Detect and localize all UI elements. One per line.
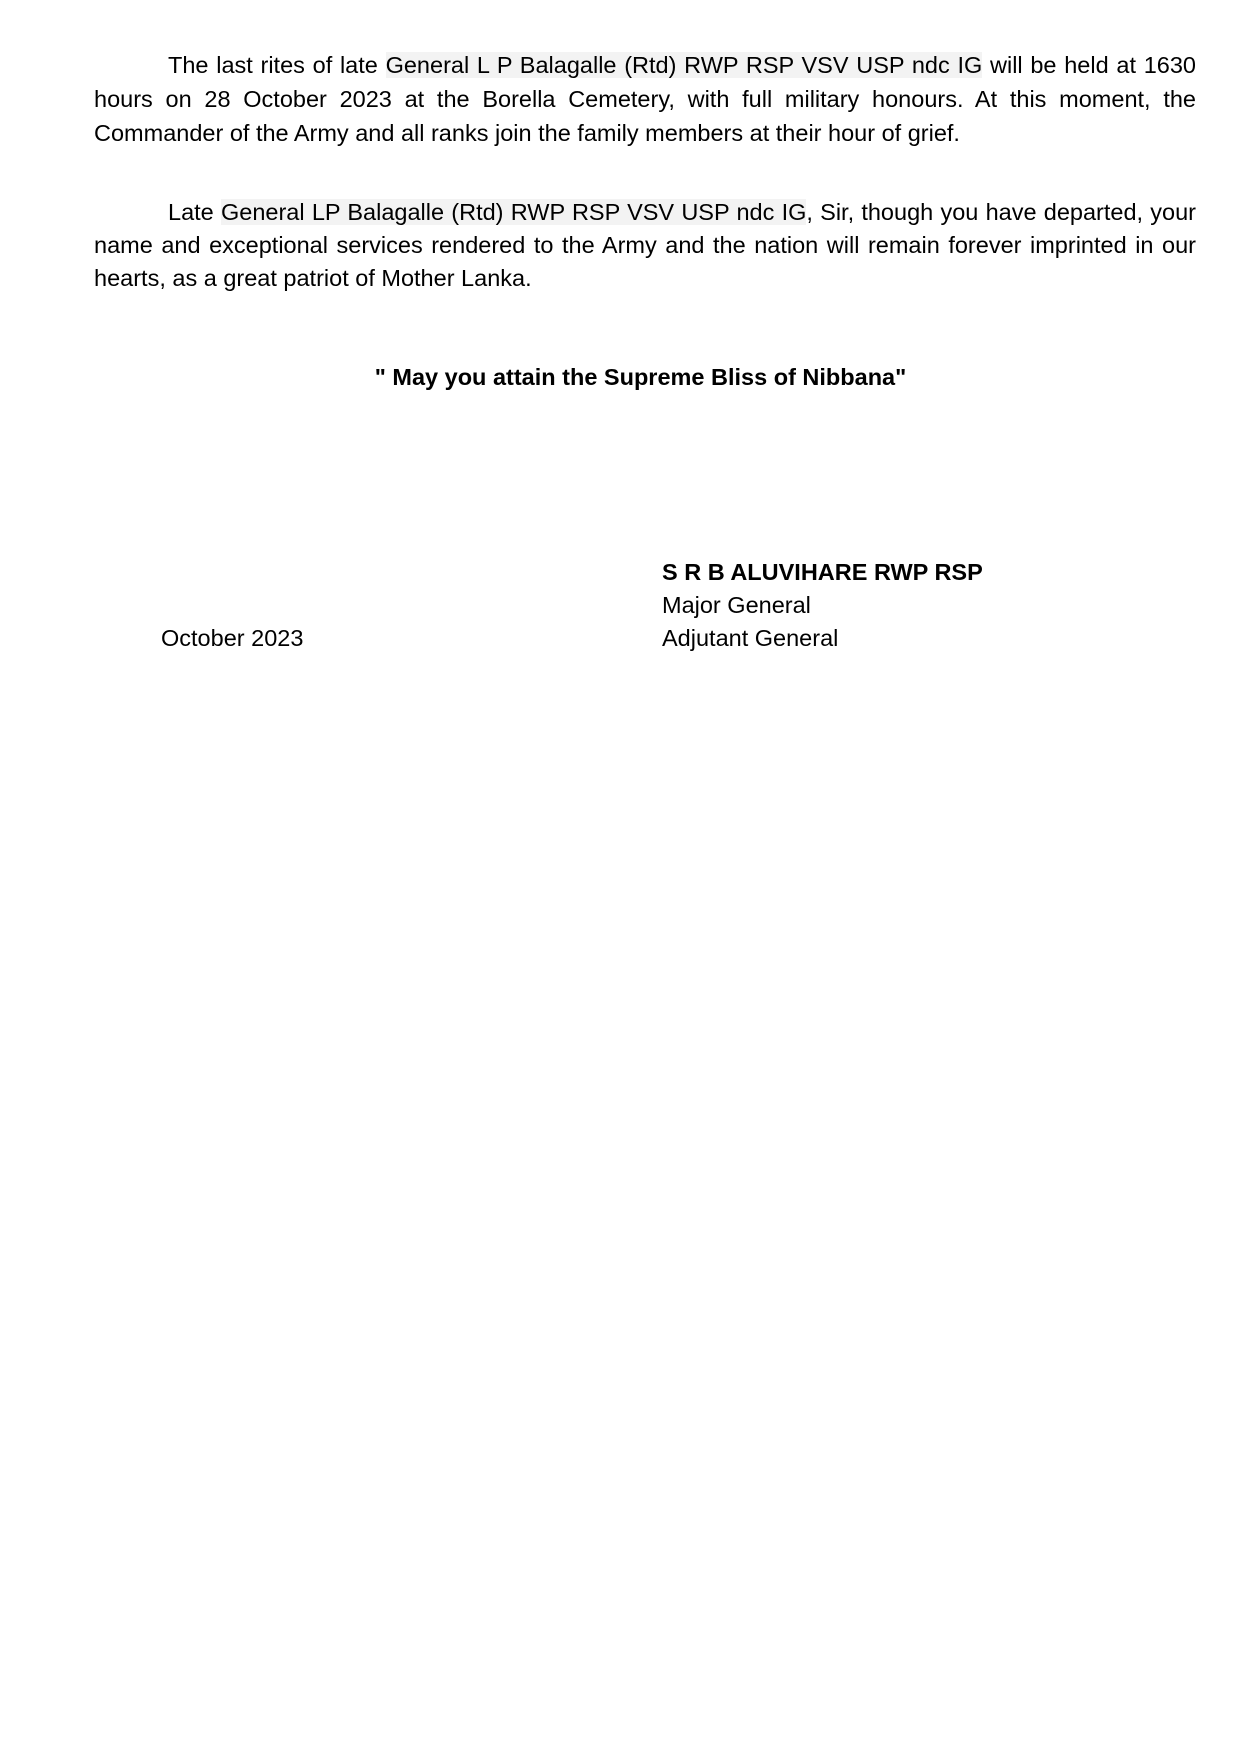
paragraph-tribute-intro: Late <box>168 199 221 225</box>
paragraph-tribute-body: , Sir, though you have departed, your name and exceptional services rendered to the Army and the nation will remain forever imprinted in our hearts, as a great patriot of Mother Lanka. <box>94 199 1197 291</box>
signatory-title: Adjutant General <box>662 625 839 651</box>
paragraph-tribute <box>94 196 1196 295</box>
paragraph-last-rites-intro: The last rites of late <box>168 52 386 78</box>
honoree-name-highlight: General L P Balagalle (Rtd) RWP RSP VSV USP ndc IG <box>385 52 983 78</box>
blessing-quote: " May you attain the Supreme Bliss of Nibbana" <box>374 364 907 390</box>
paragraph-last-rites <box>94 48 1196 150</box>
signatory-name: S R B ALUVIHARE RWP RSP <box>662 559 983 585</box>
signatory-rank: Major General <box>662 592 811 618</box>
signature-block <box>662 556 983 655</box>
paragraph-last-rites-details: will be held at 1630 hours on 28 October 2023 at the Borella Cemetery, with full military honours. At this moment, the Commander of the Army and all ranks join the family members at their hour of grief. <box>94 52 1196 146</box>
honoree-name-highlight-2: General LP Balagalle (Rtd) RWP RSP VSV USP ndc IG <box>220 199 807 225</box>
document-date: October 2023 <box>161 625 304 651</box>
